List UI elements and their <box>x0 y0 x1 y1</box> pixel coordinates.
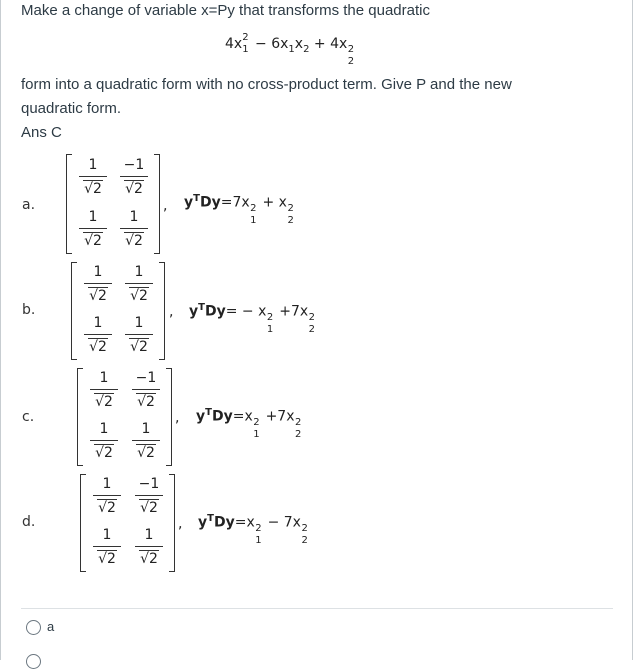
matrix-cell-22: 1 √2 <box>131 420 161 463</box>
matrix-cell-12: −1 √2 <box>134 475 164 518</box>
matrix-cell-21: 1 √2 <box>92 526 122 569</box>
matrix-cell-21: 1 √2 <box>89 420 119 463</box>
answer-radio-b[interactable] <box>26 654 41 669</box>
matrix-cell-22: 1 √2 <box>124 314 154 357</box>
matrix-cell-22: 1 √2 <box>119 208 149 251</box>
right-bracket <box>166 368 172 466</box>
quadratic-expression <box>225 32 355 67</box>
right-bracket <box>154 154 160 254</box>
answer-note: Ans C <box>21 124 62 141</box>
comma: , <box>175 410 180 426</box>
question-line-3: quadratic form. <box>21 100 122 117</box>
matrix-cell-11: 1 √2 <box>92 475 122 518</box>
left-bracket <box>66 154 72 254</box>
left-bracket <box>80 474 86 572</box>
term-3-sup: 2 <box>347 44 355 55</box>
matrix-cell-11: 1 √2 <box>89 369 119 412</box>
left-bracket <box>71 262 77 360</box>
comma: , <box>163 198 168 214</box>
right-bracket <box>169 474 175 572</box>
left-bracket <box>77 368 83 466</box>
matrix-cell-12: −1 √2 <box>131 369 161 412</box>
matrix-cell-11: 1 √2 <box>78 156 108 199</box>
term-2-sub2: 2 <box>303 43 310 55</box>
quadratic-form: $y^TDy=x$ 2 1 +7x 2 2 <box>196 407 302 440</box>
question-line-1: Make a change of variable x=Py that transforms the quadratic <box>21 2 430 19</box>
quadratic-form: $y^TDy=7x$ 2 1 + x 2 2 <box>184 193 294 226</box>
answer-divider <box>21 608 613 609</box>
quadratic-form: $y^TDy=x$ 2 1 − 7x 2 2 <box>198 513 308 546</box>
term-1-sub: 1 <box>242 44 249 55</box>
matrix-cell-21: 1 √2 <box>78 208 108 251</box>
answer-label-a[interactable]: a <box>47 619 55 634</box>
matrix-cell-11: 1 √2 <box>83 263 113 306</box>
term-1: 4x <box>225 36 243 52</box>
option-label: a. <box>22 197 36 213</box>
option-label: b. <box>22 302 36 318</box>
matrix-cell-12: −1 √2 <box>119 156 149 199</box>
term-3: + 4x <box>309 36 348 52</box>
answer-radio-a[interactable] <box>26 620 41 635</box>
question-line-2: form into a quadratic form with no cross-product term. Give P and the new <box>21 76 512 93</box>
term-1-sup: 2 <box>242 32 249 43</box>
matrix-cell-21: 1 √2 <box>83 314 113 357</box>
option-label: d. <box>22 514 36 530</box>
matrix-cell-22: 1 √2 <box>134 526 164 569</box>
term-2-mid: x <box>294 36 304 52</box>
comma: , <box>169 304 174 320</box>
matrix-cell-12: 1 √2 <box>124 263 154 306</box>
option-label: c. <box>22 409 35 425</box>
comma: , <box>178 516 183 532</box>
term-2-sub1: 1 <box>288 43 295 55</box>
term-3-sub: 2 <box>347 56 355 67</box>
quadratic-form: $y^TDy= - x$ 2 1 +7x 2 2 <box>189 302 316 335</box>
right-bracket <box>159 262 165 360</box>
term-2: − 6x <box>250 36 289 52</box>
